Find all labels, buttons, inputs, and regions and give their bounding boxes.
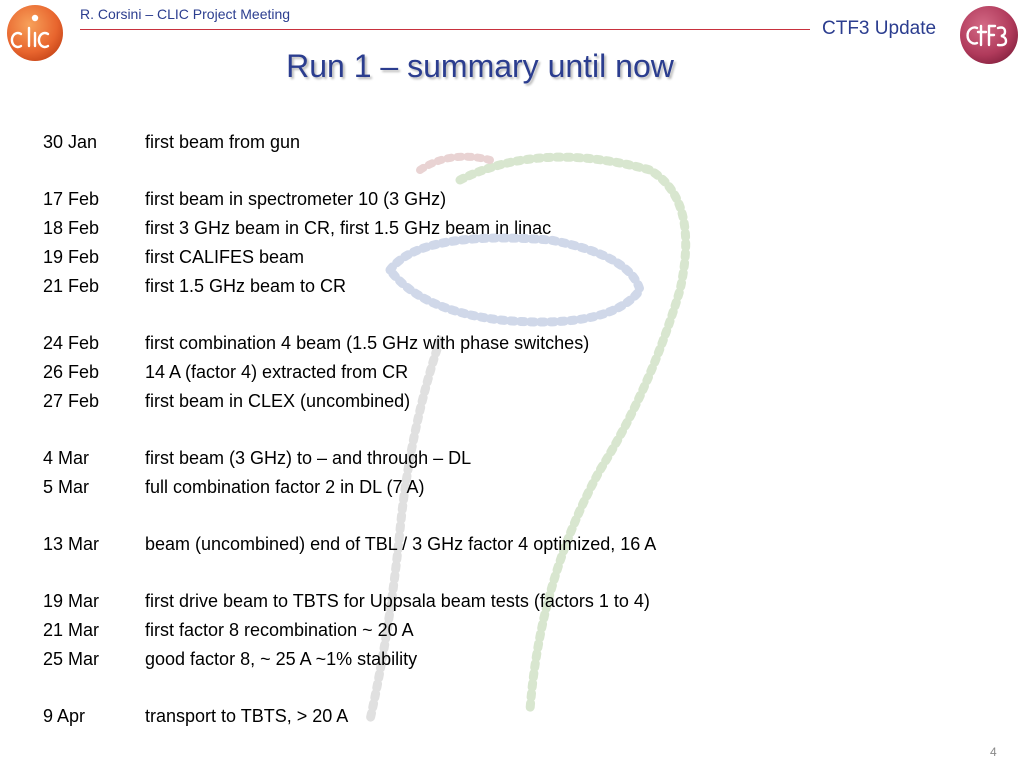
timeline-event: first factor 8 recombination ~ 20 A [145, 620, 414, 640]
timeline-date: 18 Feb [43, 218, 100, 238]
timeline-event: first CALIFES beam [145, 247, 305, 267]
timeline-event: good factor 8, ~ 25 A ~1% stability [145, 649, 418, 669]
timeline-event: transport to TBTS, > 20 A [145, 706, 349, 726]
timeline-date: 25 Mar [43, 649, 100, 669]
timeline-event: first beam (3 GHz) to – and through – DL [145, 448, 472, 468]
slide-title: Run 1 – summary until now [286, 48, 674, 84]
timeline-date: 21 Feb [43, 276, 100, 296]
timeline-row [43, 128, 943, 157]
ctf3-logo-icon [958, 4, 1020, 66]
timeline-list [43, 128, 943, 731]
timeline-row [43, 645, 943, 674]
timeline-date: 19 Feb [43, 247, 100, 267]
timeline-row [43, 329, 943, 358]
timeline-date: 24 Feb [43, 333, 100, 353]
timeline-row [43, 358, 943, 387]
timeline-event: first beam from gun [145, 132, 301, 152]
timeline-event: first combination 4 beam (1.5 GHz with phase switches) [145, 333, 590, 353]
timeline-date: 21 Mar [43, 620, 100, 640]
page-number: 4 [990, 745, 997, 759]
timeline-event: first 3 GHz beam in CR, first 1.5 GHz beam in linac [145, 218, 552, 238]
timeline-event: first drive beam to TBTS for Uppsala beam tests (factors 1 to 4) [145, 591, 650, 611]
timeline-date: 19 Mar [43, 591, 100, 611]
timeline-row [43, 530, 943, 559]
timeline-event: beam (uncombined) end of TBL / 3 GHz factor 4 optimized, 16 A [145, 534, 657, 554]
timeline-date: 4 Mar [43, 448, 90, 468]
timeline-row [43, 616, 943, 645]
timeline-row [43, 243, 943, 272]
header-divider [80, 29, 810, 30]
timeline-event: first beam in spectrometer 10 (3 GHz) [145, 189, 447, 209]
timeline-date: 26 Feb [43, 362, 100, 382]
timeline-row [43, 272, 943, 301]
timeline-date: 13 Mar [43, 534, 100, 554]
timeline-event: first 1.5 GHz beam to CR [145, 276, 347, 296]
timeline-row [43, 185, 943, 214]
timeline-event: 14 A (factor 4) extracted from CR [145, 362, 409, 382]
timeline-row [43, 587, 943, 616]
timeline-row [43, 387, 943, 416]
timeline-date: 5 Mar [43, 477, 90, 497]
timeline-row [43, 702, 943, 731]
timeline-date: 17 Feb [43, 189, 100, 209]
timeline-row [43, 214, 943, 243]
timeline-event: full combination factor 2 in DL (7 A) [145, 477, 425, 497]
header-presenter-meeting: R. Corsini – CLIC Project Meeting [80, 6, 291, 22]
timeline-date: 27 Feb [43, 391, 100, 411]
timeline-event: first beam in CLEX (uncombined) [145, 391, 411, 411]
timeline-row [43, 444, 943, 473]
timeline-date: 30 Jan [43, 132, 98, 152]
header-section-title: CTF3 Update [822, 18, 937, 39]
timeline-date: 9 Apr [43, 706, 86, 726]
timeline-row [43, 473, 943, 502]
